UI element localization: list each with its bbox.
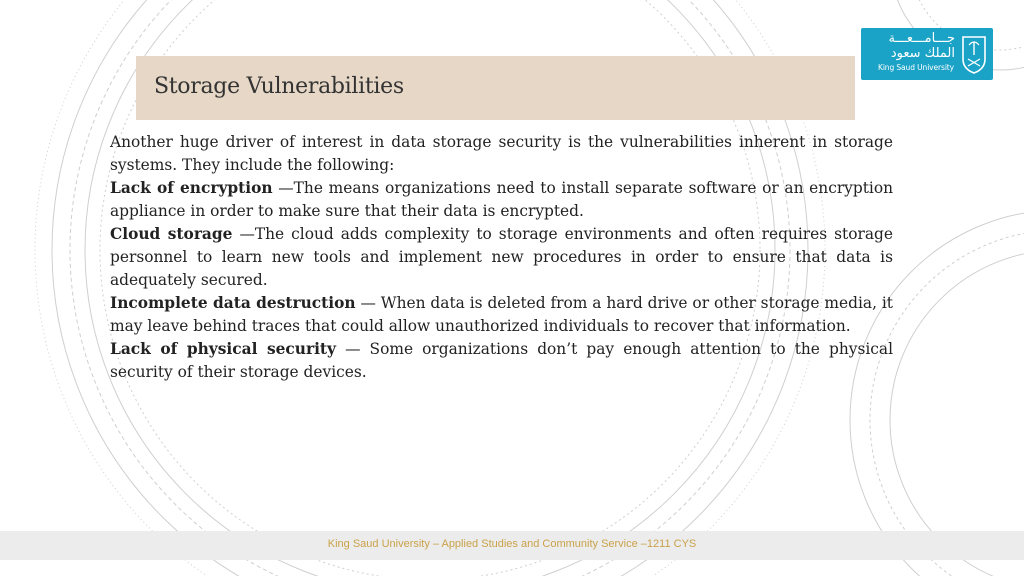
list-item (110, 292, 893, 338)
list-item (110, 223, 893, 292)
list-item (110, 338, 893, 384)
item-term: Incomplete data destruction (110, 294, 356, 312)
item-description: —The means organizations need to install separate software or an encryption appliance in order to make sure that their data is encrypted. (110, 179, 894, 220)
slide-title: Storage Vulnerabilities (154, 74, 404, 99)
item-term: Lack of physical security (110, 340, 336, 358)
logo-arabic-line2: الملك سعود (890, 46, 955, 61)
ksu-emblem-icon (960, 33, 988, 75)
slide-body (110, 131, 893, 384)
item-term: Cloud storage (110, 225, 233, 243)
list-item (110, 177, 893, 223)
intro-paragraph: Another huge driver of interest in data storage security is the vulnerabilities inherent in storage systems. They include the following: (110, 133, 893, 174)
footer-text: King Saud University – Applied Studies and Community Service –1211 CYS (327, 538, 697, 550)
item-description: — Some organizations don’t pay enough attention to the physical security of their storage devices. (110, 340, 893, 381)
title-bar (136, 56, 855, 120)
logo-english-name: King Saud University (878, 63, 954, 72)
logo-arabic-line1: جـــامـــعـــة (888, 31, 955, 46)
item-description: —The cloud adds complexity to storage environments and often requires storage personnel to learn new tools and implement new procedures in order to ensure that data is adequately secured. (110, 225, 893, 289)
university-logo (861, 28, 993, 80)
item-term: Lack of encryption (110, 179, 273, 197)
item-description: — When data is deleted from a hard drive or other storage media, it may leave behind traces that could allow unauthorized individuals to recover that information. (110, 294, 893, 335)
